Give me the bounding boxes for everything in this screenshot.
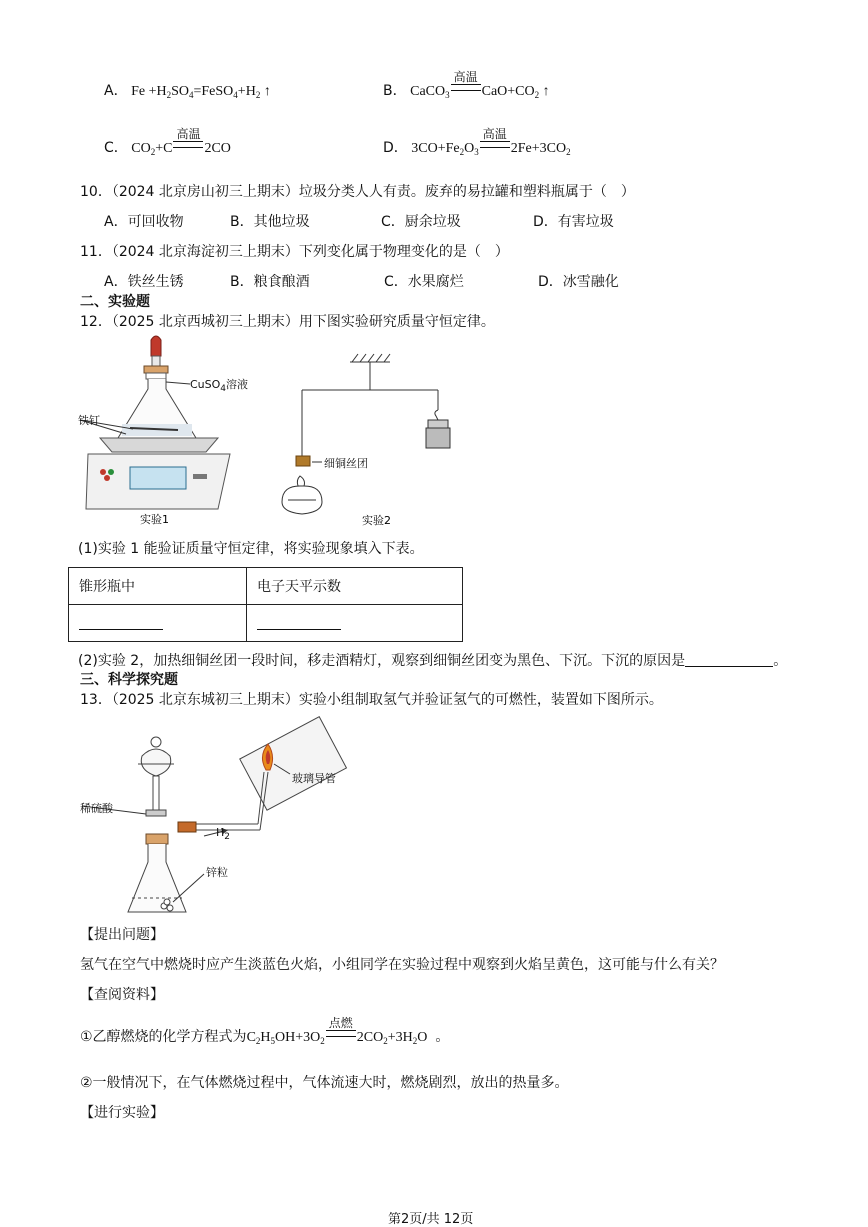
label-copper-wire: 细铜丝团 xyxy=(324,457,368,470)
q10-option-b: B．其他垃圾 xyxy=(230,214,310,230)
q11-option-c: C．水果腐烂 xyxy=(384,274,464,290)
q10-option-d: D．有害垃圾 xyxy=(533,214,614,230)
experiment2-caption: 实验2 xyxy=(362,514,391,527)
q9-option-a: A． $Fe +H_2SO_4=FeSO_4+H_2$ ↑ xyxy=(104,83,271,100)
q11-stem: 11．（2024 北京海淀初三上期末）下列变化属于物理变化的是（ ） xyxy=(80,244,509,260)
section-heading-experiment: 二、实验题 xyxy=(80,294,150,310)
heading-experiment: 【进行实验】 xyxy=(80,1105,164,1121)
q12-sub1: (1)实验 1 能验证质量守恒定律，将实验现象填入下表。 xyxy=(78,541,424,557)
experiment2-figure xyxy=(280,350,470,530)
q13-stem: 13．（2025 北京东城初三上期末）实验小组制取氢气并验证氢气的可燃性，装置如下图所示。 xyxy=(80,692,663,708)
q12-result-table xyxy=(68,567,463,642)
q9-option-d: D． $3CO+Fe_2O_3$ 高温 $2Fe+3CO_2$ xyxy=(383,127,571,157)
q12-sub2-blank[interactable] xyxy=(685,652,773,667)
label-zinc-granules: 锌粒 xyxy=(206,866,228,879)
q9-option-b: B． CaCO$_3$ 高温 $CaO+CO_2$ ↑ xyxy=(383,70,550,100)
q12-stem: 12．（2025 北京西城初三上期末）用下图实验研究质量守恒定律。 xyxy=(80,314,495,330)
q10-stem: 10．（2024 北京房山初三上期末）垃圾分类人人有责。废弃的易拉罐和塑料瓶属于（ ） xyxy=(80,184,635,200)
hydrogen-apparatus-figure xyxy=(78,712,368,920)
label-hydrogen: $H_2$ xyxy=(216,826,231,842)
material-2: ②一般情况下，在气体燃烧过程中，气体流速大时，燃烧剧烈，放出的热量多。 xyxy=(80,1075,569,1091)
section-heading-inquiry: 三、科学探究题 xyxy=(80,672,178,688)
table-header-balance: 电子天平示数 xyxy=(247,568,463,605)
label-cuso4-solution: CuSO$_4$溶液 xyxy=(190,378,249,394)
label-iron-nail: 铁钉 xyxy=(78,414,100,427)
q11-option-b: B．粮食酿酒 xyxy=(230,274,310,290)
experiment1-figure xyxy=(78,334,278,530)
q9-option-c: C． $CO_2+C$ 高温 2CO xyxy=(104,127,231,157)
table-header-flask: 锥形瓶中 xyxy=(69,568,247,605)
heading-question: 【提出问题】 xyxy=(80,927,164,943)
q13-question-text: 氢气在空气中燃烧时应产生淡蓝色火焰，小组同学在实验过程中观察到火焰呈黄色，这可能与什么有关？ xyxy=(80,957,724,973)
q10-option-c: C．厨余垃圾 xyxy=(381,214,461,230)
label-dilute-sulfuric-acid: 稀硫酸 xyxy=(80,802,113,815)
q11-option-d: D．冰雪融化 xyxy=(538,274,619,290)
table-cell-balance-blank[interactable] xyxy=(247,605,463,642)
experiment1-caption: 实验1 xyxy=(140,513,169,526)
q12-sub2: (2)实验 2，加热细铜丝团一段时间，移走酒精灯，观察到细铜丝团变为黑色、下沉。下沉的原因是 。 xyxy=(78,653,788,669)
q11-option-a: A．铁丝生锈 xyxy=(104,274,184,290)
label-glass-tube: 玻璃导管 xyxy=(292,772,336,785)
heading-materials: 【查阅资料】 xyxy=(80,987,164,1003)
q10-option-a: A．可回收物 xyxy=(104,214,184,230)
table-cell-flask-blank[interactable] xyxy=(69,605,247,642)
page-footer: 第2页/共 12页 xyxy=(388,1212,474,1227)
material-1: ①乙醇燃烧的化学方程式为$C_2H_5OH+3O_2$ 点燃 $2CO_2+3H_2O$ 。 xyxy=(80,1016,450,1046)
